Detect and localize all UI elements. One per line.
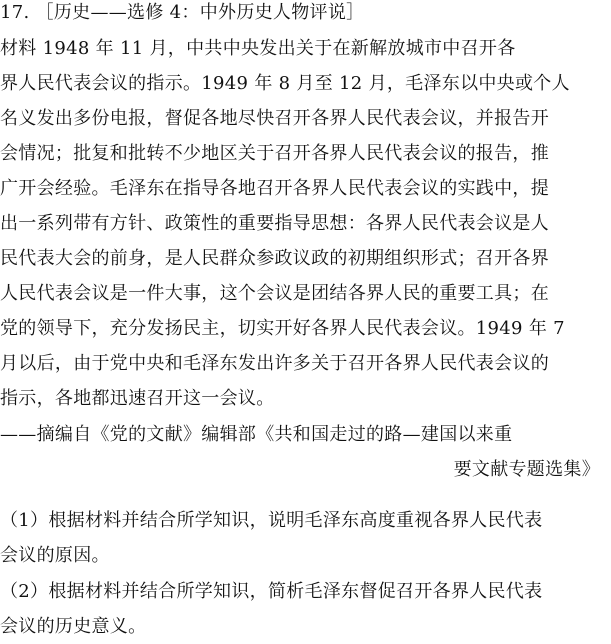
material-line-9: 党的领导下，充分发扬民主，切实开好各界人民代表会议。1949 年 7 [0, 318, 565, 339]
material-line-5: 广开会经验。毛泽东在指导各地召开各界人民代表会议的实践中，提 [0, 178, 549, 199]
sub-question-2-line-2: 会议的历史意义。 [0, 616, 147, 637]
question-header: 17. ［历史——选修 4：中外历史人物评说］ [0, 2, 365, 23]
material-line-10: 月以后，由于党中央和毛泽东发出许多关于召开各界人民代表会议的 [0, 353, 549, 374]
material-line-8: 人民代表会议是一件大事，这个会议是团结各界人民的重要工具；在 [0, 283, 549, 304]
material-line-2: 界人民代表会议的指示。1949 年 8 月至 12 月，毛泽东以中央或个人 [0, 73, 570, 94]
material-line-6: 出一系列带有方针、政策性的重要指导思想：各界人民代表会议是人 [0, 213, 549, 234]
sub-question-1-line-1: （1）根据材料并结合所学知识，说明毛泽东高度重视各界人民代表 [0, 510, 543, 531]
sub-question-2-line-1: （2）根据材料并结合所学知识，简析毛泽东督促召开各界人民代表 [0, 581, 543, 602]
source-citation-line-1: ——摘编自《党的文献》编辑部《共和国走过的路—建国以来重 [0, 424, 513, 445]
material-line-3: 名义发出多份电报，督促各地尽快召开各界人民代表会议，并报告开 [0, 108, 549, 129]
material-line-7: 民代表大会的前身，是人民群众参政议政的初期组织形式；召开各界 [0, 248, 549, 269]
material-line-1: 材料 1948 年 11 月，中共中央发出关于在新解放城市中召开各 [0, 38, 516, 59]
material-line-4: 会情况；批复和批转不少地区关于召开各界人民代表会议的报告，推 [0, 143, 549, 164]
source-citation-line-2: 要文献专题选集》 [453, 459, 600, 480]
sub-question-1-line-2: 会议的原因。 [0, 545, 110, 566]
material-line-11: 指示，各地都迅速召开这一会议。 [0, 388, 275, 409]
